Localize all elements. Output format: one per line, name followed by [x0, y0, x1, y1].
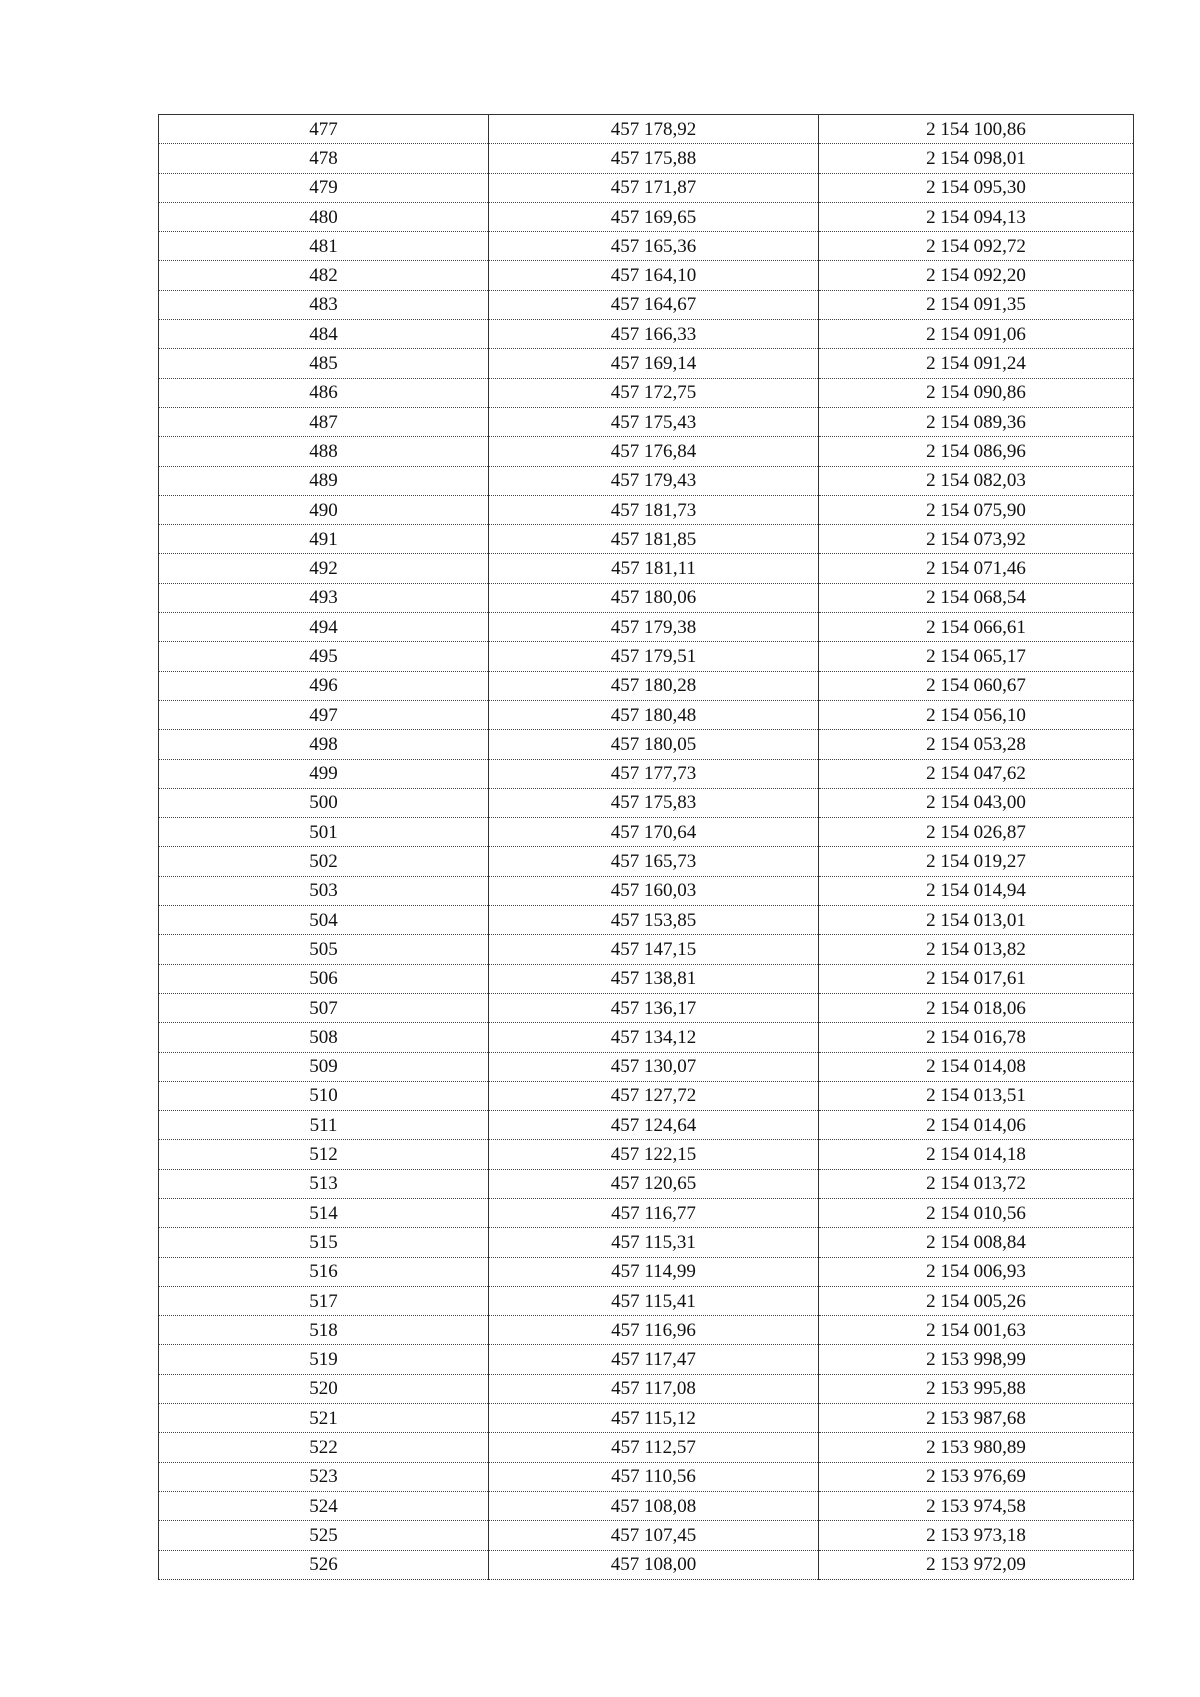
y-coordinate-cell: 2 153 995,88	[819, 1374, 1134, 1403]
table-row	[159, 642, 1134, 671]
table-row	[159, 202, 1134, 231]
point-number-cell: 510	[159, 1081, 489, 1110]
y-coordinate-cell: 2 154 017,61	[819, 964, 1134, 993]
x-coordinate-cell: 457 117,47	[489, 1345, 819, 1374]
y-coordinate-cell: 2 154 006,93	[819, 1257, 1134, 1286]
point-number-cell: 507	[159, 993, 489, 1022]
x-coordinate-cell: 457 181,11	[489, 554, 819, 583]
y-coordinate-cell: 2 154 005,26	[819, 1286, 1134, 1315]
coordinates-table	[158, 114, 1134, 1580]
point-number-cell: 491	[159, 525, 489, 554]
y-coordinate-cell: 2 153 973,18	[819, 1521, 1134, 1550]
y-coordinate-cell: 2 154 016,78	[819, 1023, 1134, 1052]
x-coordinate-cell: 457 179,43	[489, 466, 819, 495]
x-coordinate-cell: 457 165,36	[489, 232, 819, 261]
y-coordinate-cell: 2 154 066,61	[819, 613, 1134, 642]
table-row	[159, 173, 1134, 202]
x-coordinate-cell: 457 110,56	[489, 1462, 819, 1491]
point-number-cell: 505	[159, 935, 489, 964]
table-row	[159, 1374, 1134, 1403]
point-number-cell: 496	[159, 671, 489, 700]
table-row	[159, 1023, 1134, 1052]
point-number-cell: 492	[159, 554, 489, 583]
point-number-cell: 518	[159, 1316, 489, 1345]
y-coordinate-cell: 2 154 075,90	[819, 495, 1134, 524]
point-number-cell: 485	[159, 349, 489, 378]
y-coordinate-cell: 2 154 010,56	[819, 1198, 1134, 1227]
x-coordinate-cell: 457 179,38	[489, 613, 819, 642]
x-coordinate-cell: 457 153,85	[489, 906, 819, 935]
y-coordinate-cell: 2 154 089,36	[819, 407, 1134, 436]
y-coordinate-cell: 2 154 014,18	[819, 1140, 1134, 1169]
table-row	[159, 1433, 1134, 1462]
y-coordinate-cell: 2 154 014,06	[819, 1111, 1134, 1140]
y-coordinate-cell: 2 154 056,10	[819, 700, 1134, 729]
x-coordinate-cell: 457 115,31	[489, 1228, 819, 1257]
x-coordinate-cell: 457 112,57	[489, 1433, 819, 1462]
y-coordinate-cell: 2 153 972,09	[819, 1550, 1134, 1579]
point-number-cell: 483	[159, 290, 489, 319]
y-coordinate-cell: 2 154 013,82	[819, 935, 1134, 964]
x-coordinate-cell: 457 108,08	[489, 1491, 819, 1520]
table-row	[159, 993, 1134, 1022]
x-coordinate-cell: 457 165,73	[489, 847, 819, 876]
table-row	[159, 935, 1134, 964]
y-coordinate-cell: 2 154 065,17	[819, 642, 1134, 671]
point-number-cell: 514	[159, 1198, 489, 1227]
y-coordinate-cell: 2 154 095,30	[819, 173, 1134, 202]
table-row	[159, 320, 1134, 349]
point-number-cell: 484	[159, 320, 489, 349]
y-coordinate-cell: 2 153 976,69	[819, 1462, 1134, 1491]
table-row	[159, 1550, 1134, 1579]
point-number-cell: 495	[159, 642, 489, 671]
table-row	[159, 583, 1134, 612]
x-coordinate-cell: 457 164,67	[489, 290, 819, 319]
y-coordinate-cell: 2 154 091,06	[819, 320, 1134, 349]
point-number-cell: 498	[159, 730, 489, 759]
y-coordinate-cell: 2 154 026,87	[819, 818, 1134, 847]
table-row	[159, 1052, 1134, 1081]
table-row	[159, 788, 1134, 817]
point-number-cell: 479	[159, 173, 489, 202]
point-number-cell: 526	[159, 1550, 489, 1579]
point-number-cell: 525	[159, 1521, 489, 1550]
table-row	[159, 818, 1134, 847]
y-coordinate-cell: 2 154 043,00	[819, 788, 1134, 817]
x-coordinate-cell: 457 164,10	[489, 261, 819, 290]
table-row	[159, 1257, 1134, 1286]
point-number-cell: 486	[159, 378, 489, 407]
point-number-cell: 523	[159, 1462, 489, 1491]
point-number-cell: 488	[159, 437, 489, 466]
point-number-cell: 478	[159, 144, 489, 173]
point-number-cell: 502	[159, 847, 489, 876]
point-number-cell: 477	[159, 115, 489, 144]
x-coordinate-cell: 457 127,72	[489, 1081, 819, 1110]
point-number-cell: 480	[159, 202, 489, 231]
x-coordinate-cell: 457 115,12	[489, 1404, 819, 1433]
point-number-cell: 503	[159, 876, 489, 905]
y-coordinate-cell: 2 154 094,13	[819, 202, 1134, 231]
table-row	[159, 115, 1134, 144]
table-row	[159, 1316, 1134, 1345]
point-number-cell: 517	[159, 1286, 489, 1315]
coordinates-table-body	[159, 115, 1134, 1580]
point-number-cell: 515	[159, 1228, 489, 1257]
x-coordinate-cell: 457 180,05	[489, 730, 819, 759]
x-coordinate-cell: 457 116,77	[489, 1198, 819, 1227]
table-row	[159, 847, 1134, 876]
point-number-cell: 512	[159, 1140, 489, 1169]
point-number-cell: 482	[159, 261, 489, 290]
y-coordinate-cell: 2 154 091,35	[819, 290, 1134, 319]
point-number-cell: 493	[159, 583, 489, 612]
y-coordinate-cell: 2 154 060,67	[819, 671, 1134, 700]
y-coordinate-cell: 2 154 008,84	[819, 1228, 1134, 1257]
x-coordinate-cell: 457 170,64	[489, 818, 819, 847]
table-row	[159, 232, 1134, 261]
y-coordinate-cell: 2 154 092,72	[819, 232, 1134, 261]
y-coordinate-cell: 2 154 053,28	[819, 730, 1134, 759]
table-row	[159, 1169, 1134, 1198]
x-coordinate-cell: 457 160,03	[489, 876, 819, 905]
point-number-cell: 487	[159, 407, 489, 436]
table-row	[159, 1140, 1134, 1169]
x-coordinate-cell: 457 122,15	[489, 1140, 819, 1169]
x-coordinate-cell: 457 181,73	[489, 495, 819, 524]
point-number-cell: 516	[159, 1257, 489, 1286]
y-coordinate-cell: 2 154 013,01	[819, 906, 1134, 935]
x-coordinate-cell: 457 178,92	[489, 115, 819, 144]
table-row	[159, 261, 1134, 290]
y-coordinate-cell: 2 154 013,72	[819, 1169, 1134, 1198]
table-row	[159, 1345, 1134, 1374]
table-row	[159, 1404, 1134, 1433]
point-number-cell: 520	[159, 1374, 489, 1403]
y-coordinate-cell: 2 154 013,51	[819, 1081, 1134, 1110]
table-row	[159, 1286, 1134, 1315]
x-coordinate-cell: 457 179,51	[489, 642, 819, 671]
table-row	[159, 407, 1134, 436]
x-coordinate-cell: 457 180,48	[489, 700, 819, 729]
x-coordinate-cell: 457 147,15	[489, 935, 819, 964]
y-coordinate-cell: 2 154 019,27	[819, 847, 1134, 876]
table-row	[159, 1491, 1134, 1520]
table-row	[159, 144, 1134, 173]
point-number-cell: 521	[159, 1404, 489, 1433]
x-coordinate-cell: 457 175,83	[489, 788, 819, 817]
point-number-cell: 500	[159, 788, 489, 817]
table-row	[159, 525, 1134, 554]
y-coordinate-cell: 2 154 014,94	[819, 876, 1134, 905]
y-coordinate-cell: 2 154 018,06	[819, 993, 1134, 1022]
point-number-cell: 509	[159, 1052, 489, 1081]
x-coordinate-cell: 457 180,06	[489, 583, 819, 612]
x-coordinate-cell: 457 117,08	[489, 1374, 819, 1403]
table-row	[159, 495, 1134, 524]
y-coordinate-cell: 2 154 014,08	[819, 1052, 1134, 1081]
y-coordinate-cell: 2 154 068,54	[819, 583, 1134, 612]
point-number-cell: 508	[159, 1023, 489, 1052]
x-coordinate-cell: 457 175,43	[489, 407, 819, 436]
y-coordinate-cell: 2 154 092,20	[819, 261, 1134, 290]
y-coordinate-cell: 2 154 100,86	[819, 115, 1134, 144]
x-coordinate-cell: 457 169,14	[489, 349, 819, 378]
y-coordinate-cell: 2 153 980,89	[819, 1433, 1134, 1462]
y-coordinate-cell: 2 154 082,03	[819, 466, 1134, 495]
x-coordinate-cell: 457 120,65	[489, 1169, 819, 1198]
x-coordinate-cell: 457 134,12	[489, 1023, 819, 1052]
table-row	[159, 437, 1134, 466]
point-number-cell: 501	[159, 818, 489, 847]
table-row	[159, 1462, 1134, 1491]
table-row	[159, 1111, 1134, 1140]
point-number-cell: 524	[159, 1491, 489, 1520]
x-coordinate-cell: 457 175,88	[489, 144, 819, 173]
y-coordinate-cell: 2 153 974,58	[819, 1491, 1134, 1520]
x-coordinate-cell: 457 177,73	[489, 759, 819, 788]
table-row	[159, 349, 1134, 378]
x-coordinate-cell: 457 114,99	[489, 1257, 819, 1286]
table-row	[159, 964, 1134, 993]
y-coordinate-cell: 2 154 001,63	[819, 1316, 1134, 1345]
point-number-cell: 494	[159, 613, 489, 642]
x-coordinate-cell: 457 172,75	[489, 378, 819, 407]
y-coordinate-cell: 2 153 998,99	[819, 1345, 1134, 1374]
x-coordinate-cell: 457 108,00	[489, 1550, 819, 1579]
point-number-cell: 513	[159, 1169, 489, 1198]
table-row	[159, 700, 1134, 729]
y-coordinate-cell: 2 154 091,24	[819, 349, 1134, 378]
point-number-cell: 497	[159, 700, 489, 729]
table-row	[159, 876, 1134, 905]
point-number-cell: 506	[159, 964, 489, 993]
x-coordinate-cell: 457 124,64	[489, 1111, 819, 1140]
x-coordinate-cell: 457 180,28	[489, 671, 819, 700]
table-row	[159, 671, 1134, 700]
point-number-cell: 504	[159, 906, 489, 935]
x-coordinate-cell: 457 169,65	[489, 202, 819, 231]
table-row	[159, 1521, 1134, 1550]
point-number-cell: 490	[159, 495, 489, 524]
x-coordinate-cell: 457 116,96	[489, 1316, 819, 1345]
point-number-cell: 519	[159, 1345, 489, 1374]
table-row	[159, 1198, 1134, 1227]
x-coordinate-cell: 457 166,33	[489, 320, 819, 349]
point-number-cell: 522	[159, 1433, 489, 1462]
y-coordinate-cell: 2 154 090,86	[819, 378, 1134, 407]
table-row	[159, 613, 1134, 642]
x-coordinate-cell: 457 181,85	[489, 525, 819, 554]
table-row	[159, 759, 1134, 788]
table-row	[159, 290, 1134, 319]
point-number-cell: 511	[159, 1111, 489, 1140]
y-coordinate-cell: 2 154 073,92	[819, 525, 1134, 554]
y-coordinate-cell: 2 154 098,01	[819, 144, 1134, 173]
x-coordinate-cell: 457 136,17	[489, 993, 819, 1022]
table-row	[159, 906, 1134, 935]
y-coordinate-cell: 2 154 086,96	[819, 437, 1134, 466]
y-coordinate-cell: 2 154 047,62	[819, 759, 1134, 788]
table-row	[159, 1081, 1134, 1110]
y-coordinate-cell: 2 153 987,68	[819, 1404, 1134, 1433]
x-coordinate-cell: 457 130,07	[489, 1052, 819, 1081]
table-row	[159, 1228, 1134, 1257]
table-row	[159, 466, 1134, 495]
x-coordinate-cell: 457 171,87	[489, 173, 819, 202]
x-coordinate-cell: 457 138,81	[489, 964, 819, 993]
table-row	[159, 730, 1134, 759]
point-number-cell: 481	[159, 232, 489, 261]
y-coordinate-cell: 2 154 071,46	[819, 554, 1134, 583]
table-row	[159, 554, 1134, 583]
x-coordinate-cell: 457 107,45	[489, 1521, 819, 1550]
point-number-cell: 489	[159, 466, 489, 495]
table-row	[159, 378, 1134, 407]
x-coordinate-cell: 457 115,41	[489, 1286, 819, 1315]
x-coordinate-cell: 457 176,84	[489, 437, 819, 466]
point-number-cell: 499	[159, 759, 489, 788]
